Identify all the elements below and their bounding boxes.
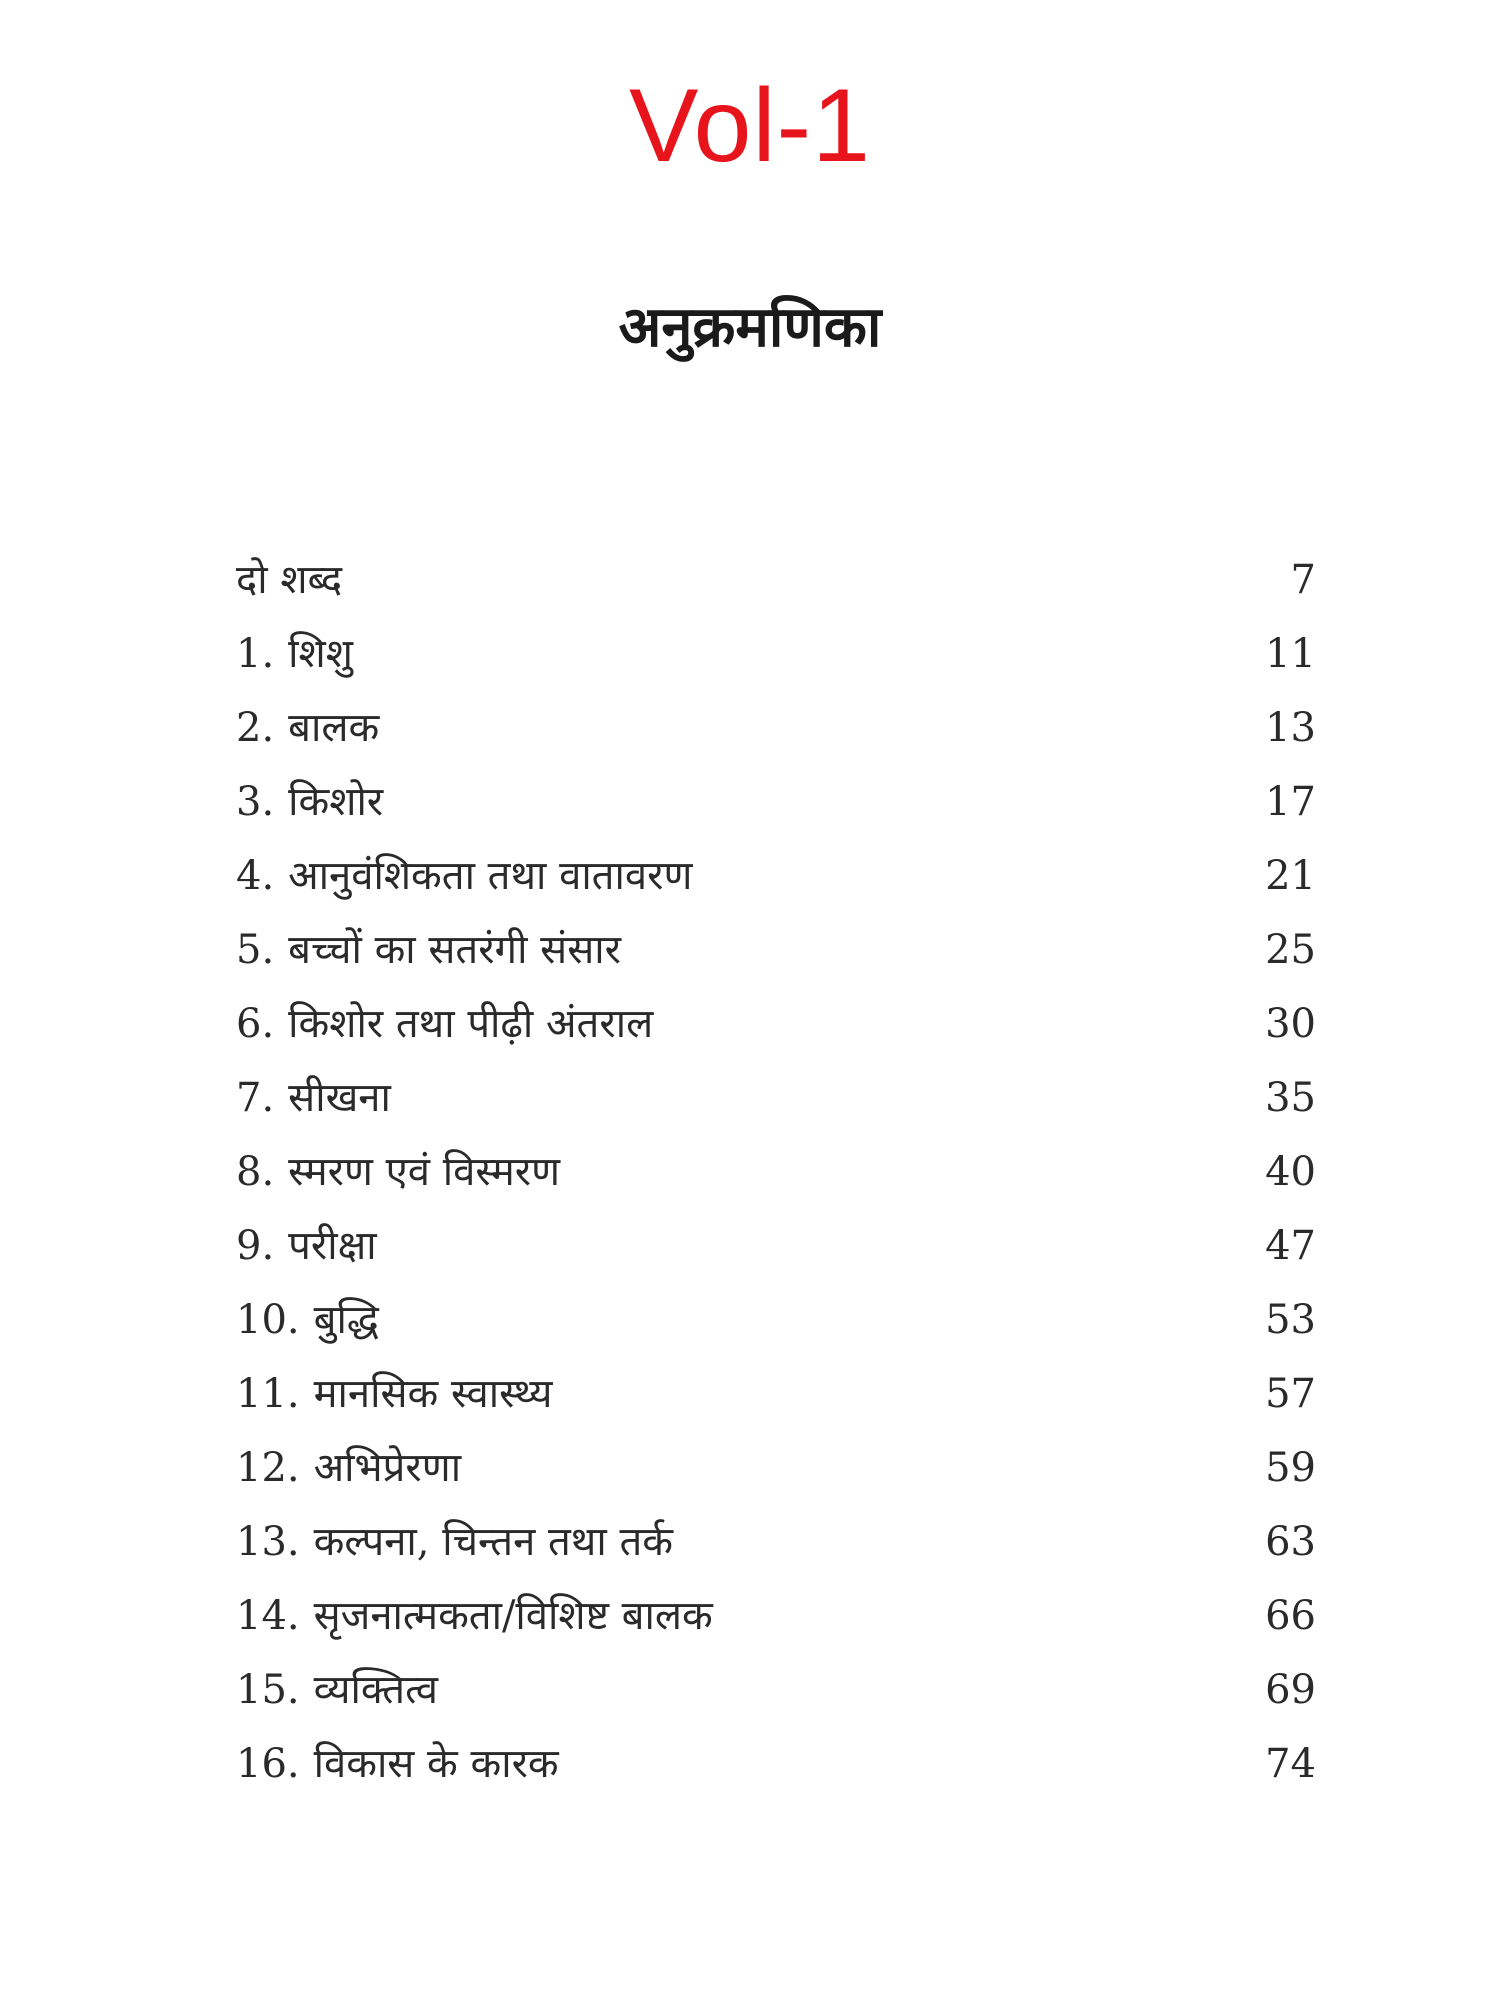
toc-entry-page: 35 xyxy=(1265,1075,1316,1121)
toc-entry-number: 8. xyxy=(236,1149,275,1195)
toc-entry-title: आनुवंशिकता तथा वातावरण xyxy=(288,853,693,899)
toc-entry-page: 53 xyxy=(1265,1297,1316,1343)
toc-entry-page: 63 xyxy=(1265,1519,1316,1565)
toc-entry[interactable] xyxy=(236,1505,1316,1579)
toc-entry[interactable] xyxy=(236,1283,1316,1357)
toc-entry[interactable] xyxy=(236,987,1316,1061)
toc-entry[interactable] xyxy=(236,839,1316,913)
toc-entry-number: 4. xyxy=(236,853,275,899)
toc-entry-page: 47 xyxy=(1265,1223,1316,1269)
toc-entry-title: विकास के कारक xyxy=(313,1741,559,1787)
toc-entry-number: 11. xyxy=(236,1371,300,1417)
toc-entry-number: 5. xyxy=(236,927,275,973)
toc-entry-title: स्मरण एवं विस्मरण xyxy=(288,1149,561,1195)
toc-entry-page: 13 xyxy=(1265,705,1316,751)
toc-entry[interactable] xyxy=(236,1727,1316,1801)
toc-entry[interactable] xyxy=(236,691,1316,765)
toc-entry[interactable] xyxy=(236,1579,1316,1653)
toc-entry-number: 3. xyxy=(236,779,275,825)
toc-entry-page: 17 xyxy=(1265,779,1316,825)
toc-entry[interactable] xyxy=(236,617,1316,691)
toc-entry[interactable] xyxy=(236,1135,1316,1209)
toc-entry-title: दो शब्द xyxy=(236,557,343,603)
toc-entry-number: 10. xyxy=(236,1297,300,1343)
toc-entry-page: 25 xyxy=(1265,927,1316,973)
toc-entry-title: शिशु xyxy=(288,631,353,677)
toc-entry-page: 30 xyxy=(1265,1001,1316,1047)
toc-entry[interactable] xyxy=(236,765,1316,839)
volume-label: Vol-1 xyxy=(628,68,872,184)
toc-entry-title: किशोर xyxy=(288,779,384,825)
toc-entry-title: सृजनात्मकता/विशिष्ट बालक xyxy=(313,1593,713,1639)
toc-entry-page: 59 xyxy=(1265,1445,1316,1491)
toc-entry-page: 21 xyxy=(1265,853,1316,899)
toc-entry-number: 6. xyxy=(236,1001,275,1047)
toc-entry[interactable] xyxy=(236,1357,1316,1431)
toc-entry-title: किशोर तथा पीढ़ी अंतराल xyxy=(288,1001,654,1047)
toc-entry[interactable] xyxy=(236,913,1316,987)
toc-entry[interactable] xyxy=(236,1209,1316,1283)
toc-entry-number: 2. xyxy=(236,705,275,751)
toc-list xyxy=(236,543,1316,1801)
toc-entry[interactable] xyxy=(236,1061,1316,1135)
toc-entry-title: बालक xyxy=(288,705,380,751)
toc-entry-page: 11 xyxy=(1265,631,1316,677)
toc-entry-title: मानसिक स्वास्थ्य xyxy=(313,1371,553,1417)
toc-entry[interactable] xyxy=(236,1431,1316,1505)
toc-entry-number: 13. xyxy=(236,1519,300,1565)
toc-entry-number: 14. xyxy=(236,1593,300,1639)
toc-entry[interactable] xyxy=(236,543,1316,617)
toc-entry-title: परीक्षा xyxy=(288,1223,377,1269)
toc-entry-page: 74 xyxy=(1265,1741,1316,1787)
toc-entry-page: 57 xyxy=(1265,1371,1316,1417)
toc-entry-number: 12. xyxy=(236,1445,300,1491)
toc-entry-title: सीखना xyxy=(288,1075,391,1121)
toc-entry-page: 40 xyxy=(1265,1149,1316,1195)
toc-entry-title: बच्चों का सतरंगी संसार xyxy=(288,927,621,973)
toc-entry-title: अभिप्रेरणा xyxy=(313,1445,462,1491)
page-title: अनुक्रमणिका xyxy=(618,295,882,360)
toc-entry-title: बुद्धि xyxy=(313,1297,379,1343)
toc-entry-number: 7. xyxy=(236,1075,275,1121)
toc-entry-number: 1. xyxy=(236,631,275,677)
toc-entry-number: 9. xyxy=(236,1223,275,1269)
toc-entry-page: 66 xyxy=(1265,1593,1316,1639)
toc-entry-page: 69 xyxy=(1265,1667,1316,1713)
toc-entry-page: 7 xyxy=(1290,557,1316,603)
toc-entry-number: 15. xyxy=(236,1667,300,1713)
toc-entry[interactable] xyxy=(236,1653,1316,1727)
toc-entry-number: 16. xyxy=(236,1741,300,1787)
toc-entry-title: व्यक्तित्व xyxy=(313,1667,438,1713)
toc-entry-title: कल्पना, चिन्तन तथा तर्क xyxy=(313,1519,673,1565)
